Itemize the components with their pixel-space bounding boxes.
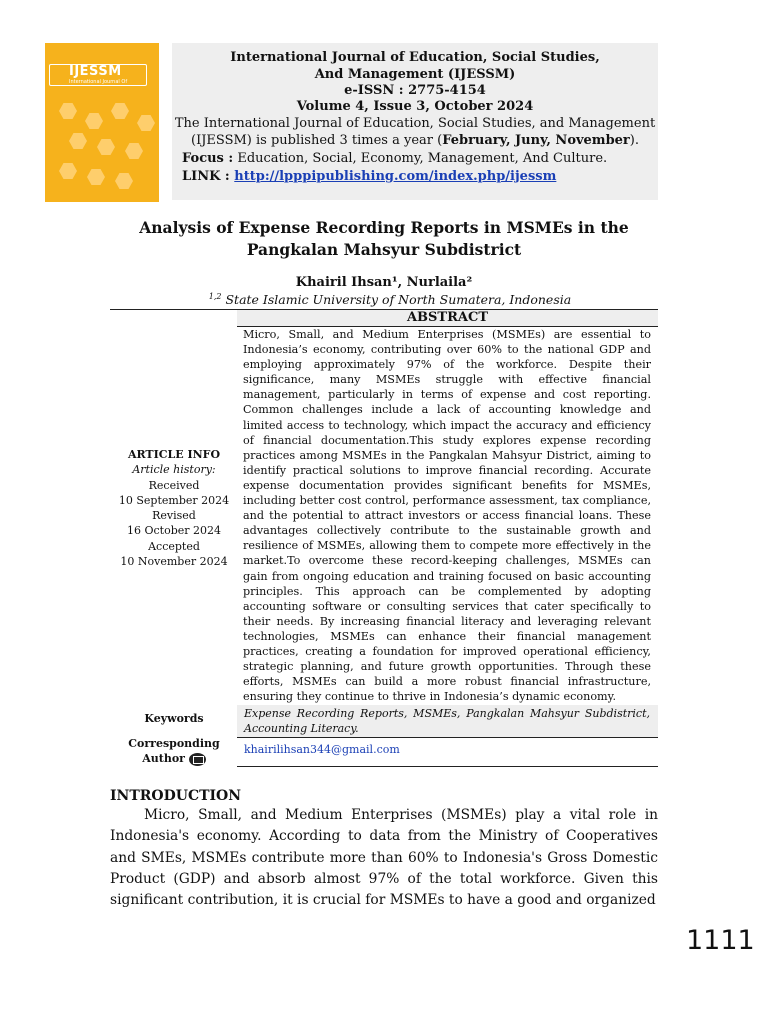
table-bottom-rule	[237, 766, 658, 767]
introduction-heading: INTRODUCTION	[110, 788, 242, 804]
article-info-heading: ARTICLE INFO	[127, 448, 221, 461]
revised-date: 16 October 2024	[126, 524, 221, 538]
article-history-label: Article history:	[132, 463, 216, 477]
journal-url-link[interactable]: http://lpppipublishing.com/index.php/ijessm	[234, 169, 557, 184]
cover-hex-decoration	[97, 139, 115, 155]
journal-volume: Volume 4, Issue 3, October 2024	[296, 99, 534, 114]
cover-hex-decoration	[137, 115, 155, 131]
paper-title-line2: Pangkalan Mahsyur Subdistrict	[246, 240, 522, 259]
cover-logo-subtext: International Journal Of	[69, 79, 128, 85]
corresponding-label-line1: Corresponding	[128, 737, 220, 750]
keywords-bottom-rule	[237, 737, 658, 738]
cover-hex-decoration	[59, 163, 77, 179]
journal-name-line1: International Journal of Education, Social Studies,	[230, 50, 600, 65]
abstract-text: Micro, Small, and Medium Enterprises (MSMEs) are essential to Indonesia’s economy, contributing over 60% to the national GDP and employing approximately 97% of the workforce. Despite their significance, many MSMEs struggle with effective financial management, particularly in terms of expense and cost reporting. Common challenges include a lack of accounting knowledge and limited access to technology, which impact the accuracy and efficiency of financial documentation.This study explores expense recording practices among MSMEs in the Pangkalan Mahsyur District, aiming to identify practical solutions to improve financial recording. Accurate expense documentation provides significant benefits for MSMEs, including better cost control, performance assessment, tax compliance, and the potential to attract investors or access financial loans. These advantages collectively contribute to the sustainable growth and resilience of MSMEs, allowing them to compete more effectively in the market.To overcome these record-keeping challenges, MSMEs can gain from ongoing education and training focused on basic accounting principles. This approach can be complemented by adopting accounting software or consulting services that cater specifically to their needs. By increasing financial literacy and leveraging relevant technologies, MSMEs can enhance their financial management practices, creating a foundation for improved operational efficiency, strategic planning, and future growth opportunities. Through these efforts, MSMEs can build a more robust financial infrastructure, ensuring they continue to thrive in Indonesia’s dynamic economy.	[243, 328, 651, 704]
cover-hex-decoration	[59, 103, 77, 119]
author-email-link[interactable]: khairilihsan344@gmail.com	[244, 743, 400, 756]
journal-frequency	[172, 132, 658, 149]
keywords-label: Keywords	[144, 712, 204, 725]
cover-logo-text: IJESSM	[69, 64, 122, 79]
journal-cover-image	[45, 43, 159, 202]
article-info	[110, 447, 238, 569]
frequency-text: (IJESSM) is published 3 times a year (	[191, 133, 443, 148]
paper-title	[100, 217, 668, 261]
frequency-end: ).	[629, 133, 639, 148]
cover-hex-decoration	[115, 173, 133, 189]
affiliation-superscript: 1,2	[208, 292, 222, 301]
focus-label: Focus :	[182, 151, 234, 166]
cover-hex-decoration	[87, 169, 105, 185]
cover-hex-decoration	[85, 113, 103, 129]
author-affiliation	[110, 292, 670, 307]
corresponding-label-line2	[110, 751, 238, 766]
affiliation-text: State Islamic University of North Sumatera, Indonesia	[221, 292, 572, 308]
journal-name-line2: And Management (IJESSM)	[314, 67, 516, 82]
paper-authors: Khairil Ihsan¹, Nurlaila²	[295, 275, 473, 290]
received-label: Received	[148, 478, 200, 492]
paper-title-line1: Analysis of Expense Recording Reports in MSMEs in the	[139, 218, 629, 237]
journal-header-box	[172, 43, 658, 200]
corresponding-author-label	[110, 736, 238, 766]
accepted-date: 10 November 2024	[120, 555, 228, 569]
abstract-heading: ABSTRACT	[406, 310, 489, 325]
frequency-months: February, Juny, November	[442, 133, 630, 148]
revised-label: Revised	[152, 509, 196, 523]
page-number: 1111	[686, 925, 755, 956]
journal-issn: e-ISSN : 2775-4154	[344, 83, 486, 98]
journal-description: The International Journal of Education, Social Studies, and Management	[174, 116, 656, 131]
journal-link	[182, 168, 556, 185]
cover-hex-decoration	[69, 133, 87, 149]
email-icon	[189, 753, 206, 766]
cover-hex-decoration	[125, 143, 143, 159]
accepted-label: Accepted	[148, 539, 200, 553]
keywords-text: Expense Recording Reports, MSMEs, Pangkalan Mahsyur Subdistrict, Accounting Literacy.	[244, 707, 650, 735]
link-label: LINK :	[182, 169, 235, 184]
received-date: 10 September 2024	[118, 493, 230, 507]
journal-focus	[182, 150, 607, 167]
focus-text: Education, Social, Economy, Management, And Culture.	[233, 151, 608, 166]
cover-hex-decoration	[111, 103, 129, 119]
author-label: Author	[142, 752, 185, 765]
introduction-paragraph: Micro, Small, and Medium Enterprises (MSMEs) play a vital role in Indonesia's economy. According to data from the Ministry of Cooperatives and SMEs, MSMEs contribute more than 60% to Indonesia's Gross Domestic Product (GDP) and absorb almost 97% of the total workforce. Given this significant contribution, it is crucial for MSMEs to have a good and organized	[110, 807, 658, 909]
